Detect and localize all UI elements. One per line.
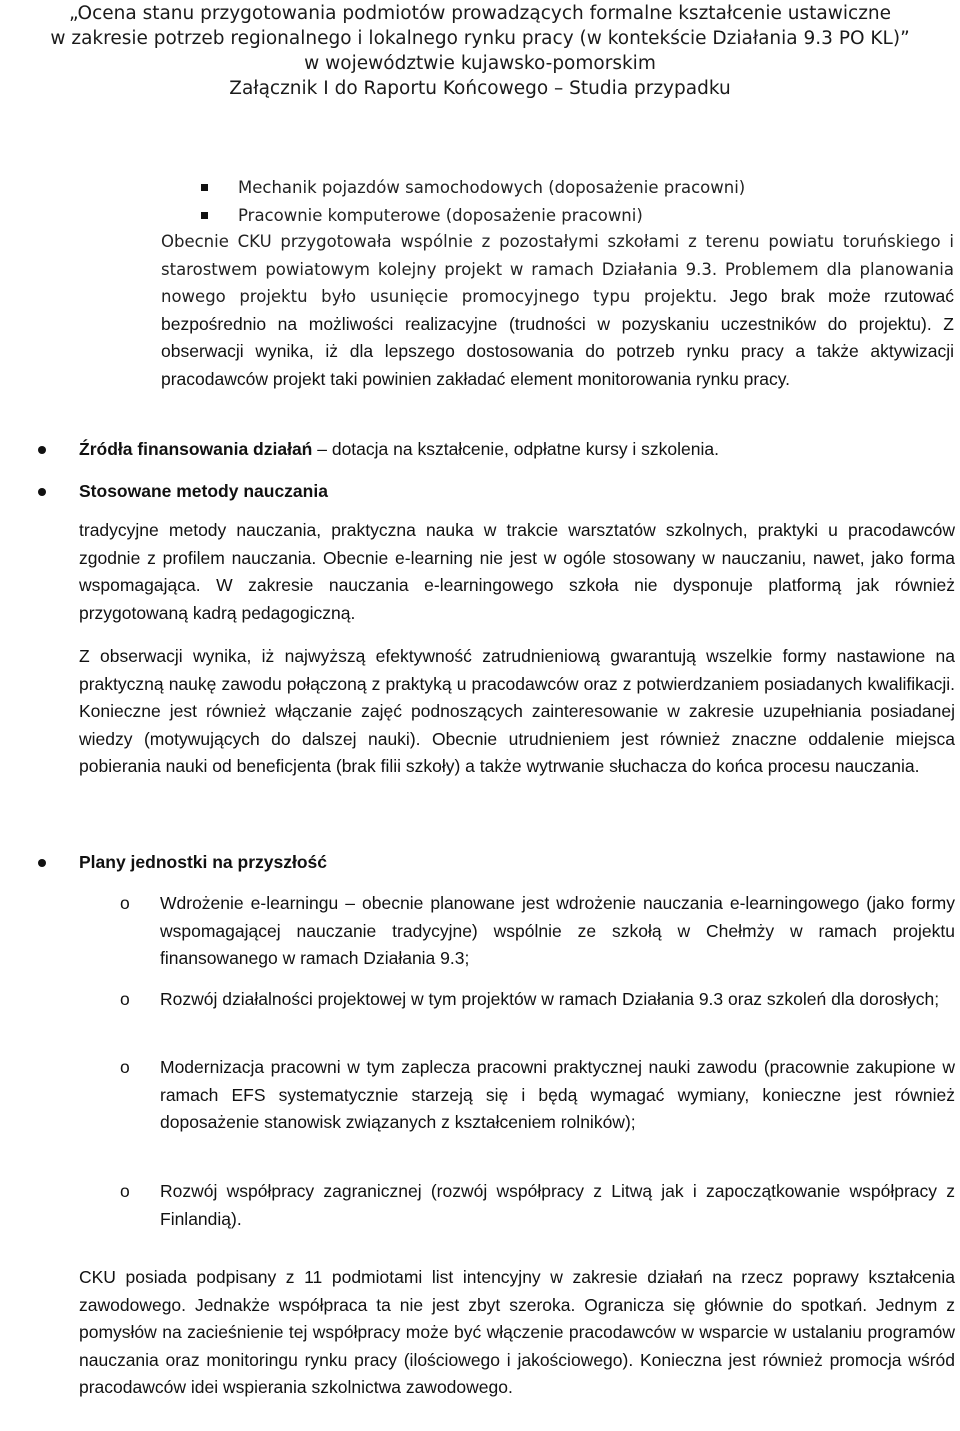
circle-bullet-icon: o [120,989,130,1009]
circle-bullet-icon: o [120,1181,130,1201]
bullet-icon [38,859,46,867]
bullet-icon [38,446,46,454]
header-line-3: w województwie kujawsko-pomorskim [304,53,656,74]
observation-paragraph: Z obserwacji wynika, iż najwyższą efektywność zatrudnieniową gwarantują wszelkie formy nastawione na praktyczną naukę zawodu połączoną z praktyką u pracodawców oraz z potwierdzaniem posiadanych kwalifikacji. Konieczne jest również włączanie zajęć podnoszących zainteresowanie w zakresie uzupełniania posiadanej wiedzy (motywujących do dalszej nauki). Obecnie utrudnieniem jest również znaczne oddalenie miejsca pobierania nauki od beneficjenta (brak filii szkoły) a także wytrwanie słuchacza do końca procesu nauczania. [79,646,955,776]
plans-label: Plany jednostki na przyszłość [79,852,327,872]
square-bullet-icon [201,212,208,219]
square-bullet-icon [201,184,208,191]
header-line-2: w zakresie potrzeb regionalnego i lokalnego rynku pracy (w kontekście Działania 9.3 PO KL)” [50,28,910,49]
closing-paragraph: CKU posiada podpisany z 11 podmiotami list intencyjny w zakresie działań na rzecz poprawy kształcenia zawodowego. Jednakże współpraca ta nie jest zbyt szeroka. Ogranicza się głównie do spotkań. Jednym z pomysłów na zacieśnienie tej współpracy może być włączenie pracodawców w wsparcie w ustalaniu programów nauczania oraz monitoringu rynku pracy (ilościowego i jakościowego). Konieczna jest również promocja wśród pracodawców idei wspierania szkolnictwa zawodowego. [79,1267,955,1397]
header-line-1: „Ocena stanu przygotowania podmiotów prowadzących formalne kształcenie ustawiczne [68,3,892,24]
circle-bullet-icon: o [120,893,130,913]
methods-label: Stosowane metody nauczania [79,481,328,501]
document-page: „Ocena stanu przygotowania podmiotów prowadzących formalne kształcenie ustawiczne w zakresie potrzeb regionalnego i lokalnego rynku pracy (w kontekście Działania 9.3 PO KL)” w województwie kujawsko-pomorskim Załącznik I do Raportu Końcowego – Studia przypadku Mechanik pojazdów samochodowych (doposażenie pracowni) Pracownie komputerowe (doposażenie pracowni) Obecnie CKU przygotowała wspólnie z pozostałymi szkołami z terenu powiatu toruńskiego i starostwem powiatowym kolejny projekt w ramach Działania 9.3. Problemem dla planowania nowego projektu było usunięcie promocyjnego typu projektu. Jego brak może rzutować bezpośrednio na możliwości realizacyjne (trudności w pozyskaniu uczestników do projektu). Z obserwacji wynika, iż dla lepszego dostosowania do potrzeb rynku pracy a także aktywizacji pracodawców projekt taki powinien zakładać element monitorowania rynku pracy. Źródła finansowania działań – dotacja na kształcenie, odpłatne kursy i szkolenia. Stosowane metody nauczania tradycyjne metody nauczania, praktyczna nauka w trakcie warsztatów szkolnych, praktyki u pracodawców zgodnie z profilem nauczania. Obecnie e-learning nie jest w ogóle stosowany w nauczaniu, nawet, jako forma wspomagająca. W zakresie nauczania e-learningowego szkoła nie dysponuje platformą jak również przygotowaną kadrą pedagogiczną. Z obserwacji wynika, iż najwyższą efektywność zatrudnieniową gwarantują wszelkie formy nastawione na praktyczną naukę zawodu połączoną z praktyką u pracodawców oraz z potwierdzaniem posiadanych kwalifikacji. Konieczne jest również włączanie zajęć podnoszących zainteresowanie w zakresie uzupełniania posiadanej wiedzy (motywujących do dalszej nauki). Obecnie utrudnieniem jest również znaczne oddalenie miejsca pobierania nauki od beneficjenta (brak filii szkoły) a także wytrwanie słuchacza do końca procesu nauczania. Plany jednostki na przyszłość o Wdrożenie e-learningu – obecnie planowane jest wdrożenie nauczania e-learningowego (jako formy wspomagającej nauczanie tradycyjne) wspólnie ze szkołą w Chełmży w ramach projektu finansowanego w ramach Działania 9.3; o Rozwój działalności projektowej w tym projektów w ramach Działania 9.3 oraz szkoleń dla dorosłych; o Modernizacja pracowni w tym zaplecza pracowni praktycznej nauki zawodu (pracownie zakupione w ramach EFS systematycznie starzeją się i będą wymagać wymiany, konieczne jest również doposażenie stanowisk związanych z kształceniem rolników); o Rozwój współpracy zagranicznej (rozwój współpracy z Litwą jak i zapoczątkowanie współpracy z Finlandią). CKU posiada podpisany z 11 podmiotami list intencyjny w zakresie działań na rzecz poprawy kształcenia zawodowego. Jednakże współpraca ta nie jest zbyt szeroka. Ogranicza się głównie do spotkań. Jednym z pomysłów na zacieśnienie tej współpracy może być włączenie pracodawców w wsparcie w ustalaniu programów nauczania oraz monitoringu rynku pracy (ilościowego i jakościowego). Konieczna jest również promocja wśród pracodawców idei wspierania szkolnictwa zawodowego. [0,0,960,1431]
funding-text: – dotacja na kształcenie, odpłatne kursy i szkolenia. [312,439,719,459]
list-item: Pracownie komputerowe (doposażenie pracowni) [200,202,960,230]
funding-label: Źródła finansowania działań [79,439,313,459]
bullet-icon [38,488,46,496]
circle-bullet-icon: o [120,1057,130,1077]
methods-paragraph: tradycyjne metody nauczania, praktyczna nauka w trakcie warsztatów szkolnych, praktyki u pracodawców zgodnie z profilem nauczania. Obecnie e-learning nie jest w ogóle stosowany w nauczaniu, nawet, jako forma wspomagająca. W zakresie nauczania e-learningowego szkoła nie dysponuje platformą jak również przygotowaną kadrą pedagogiczną. [79,520,955,623]
list-item: Mechanik pojazdów samochodowych (doposażenie pracowni) [200,174,960,202]
square-bullet-list [200,174,960,229]
header-line-4: Załącznik I do Raportu Końcowego – Studia przypadku [229,78,731,99]
document-header [0,0,960,101]
cku-paragraph: Obecnie CKU przygotowała wspólnie z pozostałymi szkołami z terenu powiatu toruńskiego i starostwem powiatowym kolejny projekt w ramach Działania 9.3. Problemem dla planowania nowego projektu było usunięcie promocyjnego typu projektu. Jego brak może rzutować bezpośrednio na możliwości realizacyjne (trudności w pozyskaniu uczestników do projektu). Z obserwacji wynika, iż dla lepszego dostosowania do potrzeb rynku pracy a także aktywizacji pracodawców projekt taki powinien zakładać element monitorowania rynku pracy. [161,232,954,389]
